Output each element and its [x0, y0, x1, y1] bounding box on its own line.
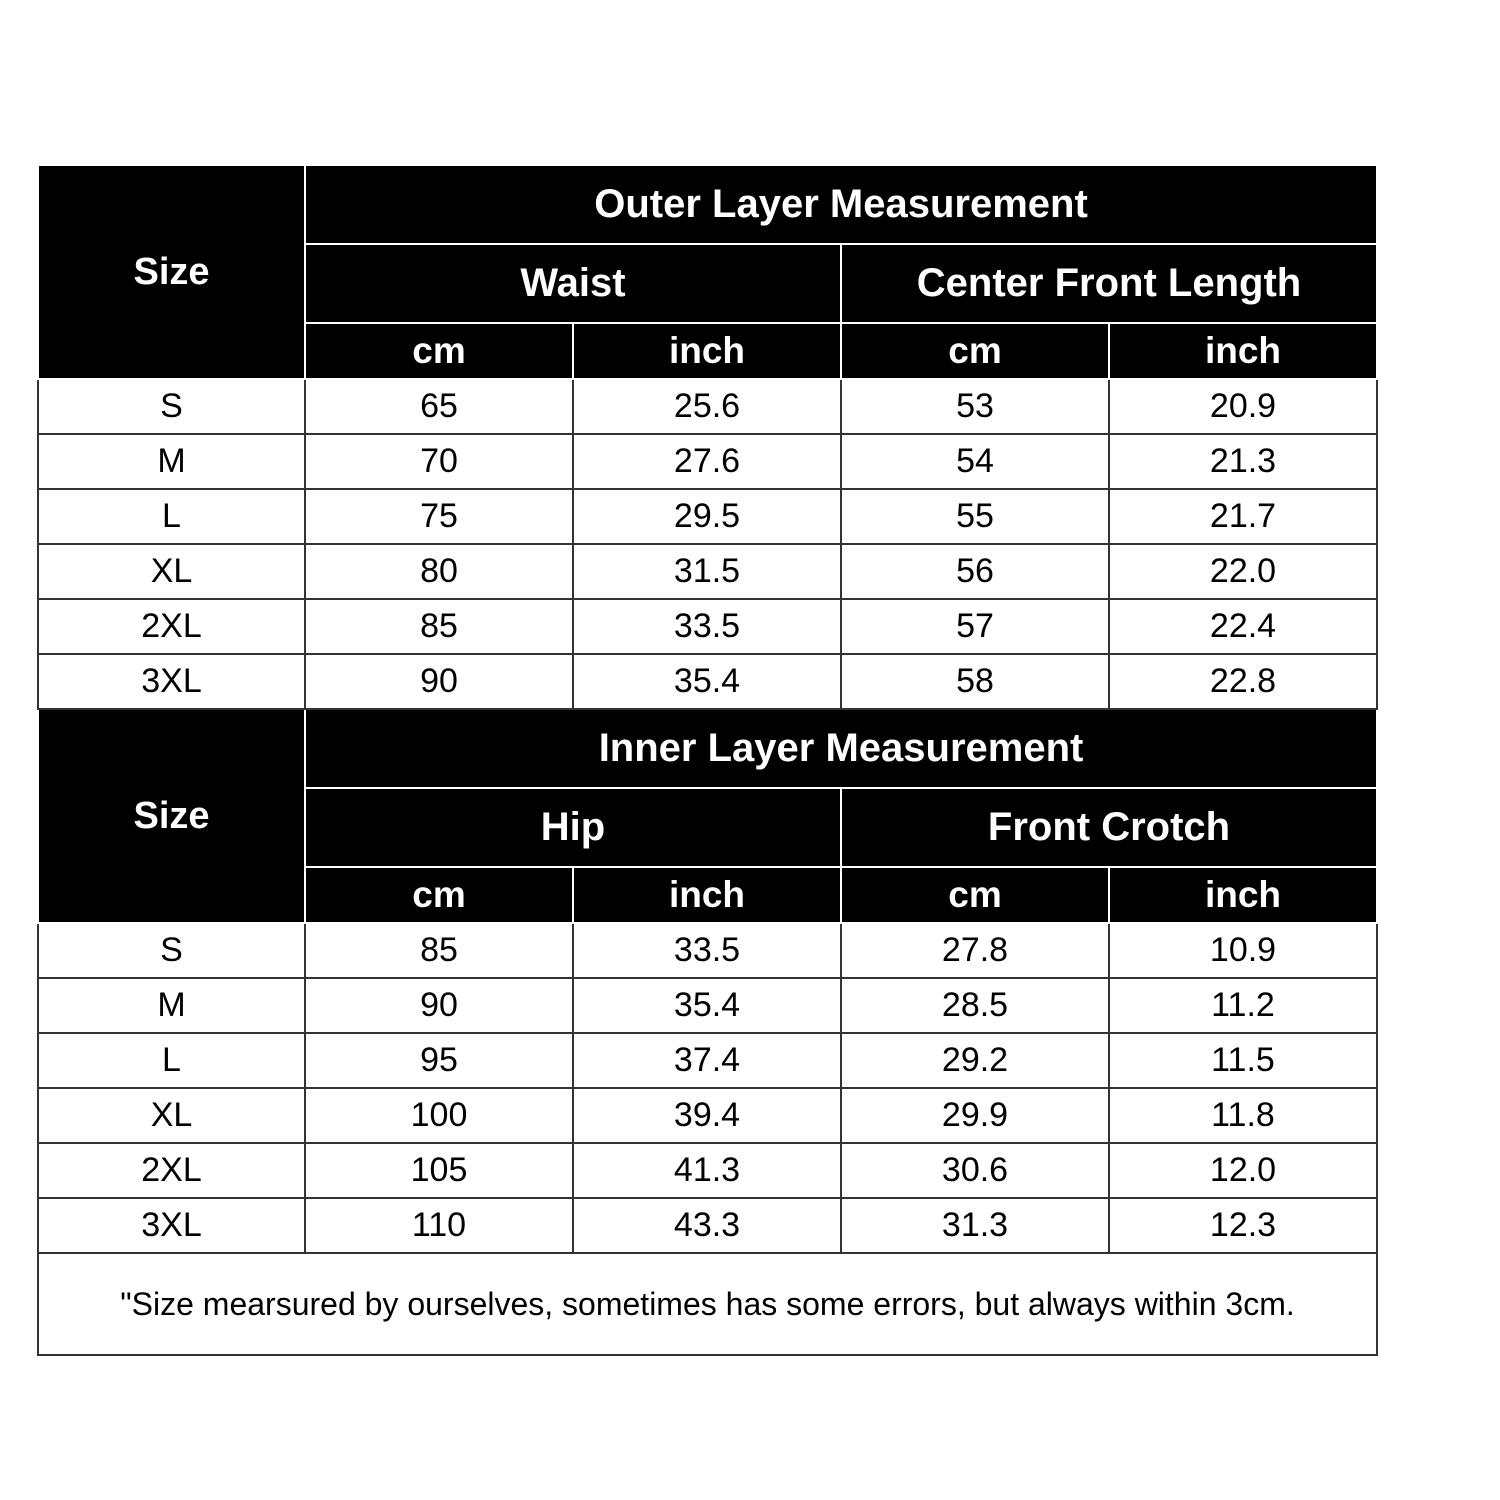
table-row: [38, 1198, 1377, 1253]
table-row: [38, 1088, 1377, 1143]
measurement-cell: 22.4: [1109, 599, 1377, 654]
hip-header: Hip: [305, 788, 841, 867]
measurement-cell: 53: [841, 379, 1109, 434]
unit-header: cm: [841, 323, 1109, 379]
size-cell: XL: [38, 1088, 305, 1143]
table-row: [38, 654, 1377, 709]
center-front-length-header: Center Front Length: [841, 244, 1377, 323]
table-row: [38, 978, 1377, 1033]
waist-header: Waist: [305, 244, 841, 323]
measurement-cell: 12.3: [1109, 1198, 1377, 1253]
unit-header: cm: [305, 867, 573, 923]
table-row: [38, 923, 1377, 978]
measurement-cell: 29.2: [841, 1033, 1109, 1088]
measurement-cell: 90: [305, 978, 573, 1033]
size-cell: 2XL: [38, 599, 305, 654]
measurement-cell: 54: [841, 434, 1109, 489]
measurement-cell: 33.5: [573, 923, 841, 978]
size-cell: 3XL: [38, 1198, 305, 1253]
measurement-cell: 29.5: [573, 489, 841, 544]
note-row: [38, 1253, 1377, 1355]
measurement-cell: 21.3: [1109, 434, 1377, 489]
size-cell: S: [38, 379, 305, 434]
measurement-cell: 12.0: [1109, 1143, 1377, 1198]
inner-layer-title: Inner Layer Measurement: [305, 709, 1377, 788]
size-cell: M: [38, 434, 305, 489]
unit-header: cm: [841, 867, 1109, 923]
measurement-cell: 57: [841, 599, 1109, 654]
measurement-cell: 29.9: [841, 1088, 1109, 1143]
measurement-cell: 90: [305, 654, 573, 709]
table-row: [38, 544, 1377, 599]
table-row: [38, 1143, 1377, 1198]
measurement-cell: 25.6: [573, 379, 841, 434]
measurement-cell: 20.9: [1109, 379, 1377, 434]
outer-layer-section: [38, 165, 1377, 709]
measurement-cell: 100: [305, 1088, 573, 1143]
measurement-cell: 85: [305, 599, 573, 654]
note-section: [38, 1253, 1377, 1355]
outer-size-header: Size: [38, 165, 305, 379]
measurement-cell: 22.8: [1109, 654, 1377, 709]
measurement-cell: 31.5: [573, 544, 841, 599]
measurement-cell: 21.7: [1109, 489, 1377, 544]
outer-layer-title: Outer Layer Measurement: [305, 165, 1377, 244]
measurement-cell: 35.4: [573, 978, 841, 1033]
measurement-cell: 39.4: [573, 1088, 841, 1143]
unit-header: inch: [1109, 323, 1377, 379]
measurement-cell: 80: [305, 544, 573, 599]
measurement-cell: 11.5: [1109, 1033, 1377, 1088]
size-cell: XL: [38, 544, 305, 599]
measurement-cell: 41.3: [573, 1143, 841, 1198]
measurement-cell: 56: [841, 544, 1109, 599]
measurement-cell: 95: [305, 1033, 573, 1088]
measurement-cell: 30.6: [841, 1143, 1109, 1198]
measurement-cell: 31.3: [841, 1198, 1109, 1253]
measurement-cell: 11.2: [1109, 978, 1377, 1033]
measurement-cell: 28.5: [841, 978, 1109, 1033]
inner-layer-section: [38, 709, 1377, 1253]
measurement-cell: 35.4: [573, 654, 841, 709]
measurement-cell: 55: [841, 489, 1109, 544]
size-cell: S: [38, 923, 305, 978]
inner-title-row: [38, 709, 1377, 788]
measurement-cell: 65: [305, 379, 573, 434]
measurement-cell: 11.8: [1109, 1088, 1377, 1143]
unit-header: inch: [1109, 867, 1377, 923]
table-row: [38, 489, 1377, 544]
measurement-cell: 58: [841, 654, 1109, 709]
measurement-cell: 33.5: [573, 599, 841, 654]
size-cell: 3XL: [38, 654, 305, 709]
measurement-cell: 22.0: [1109, 544, 1377, 599]
front-crotch-header: Front Crotch: [841, 788, 1377, 867]
measurement-cell: 10.9: [1109, 923, 1377, 978]
measurement-cell: 85: [305, 923, 573, 978]
size-chart-table: [37, 164, 1378, 1356]
inner-size-header: Size: [38, 709, 305, 923]
table-row: [38, 434, 1377, 489]
measurement-cell: 110: [305, 1198, 573, 1253]
table-row: [38, 379, 1377, 434]
measurement-cell: 43.3: [573, 1198, 841, 1253]
unit-header: inch: [573, 323, 841, 379]
unit-header: inch: [573, 867, 841, 923]
size-cell: L: [38, 489, 305, 544]
table-row: [38, 1033, 1377, 1088]
measurement-cell: 27.6: [573, 434, 841, 489]
size-cell: 2XL: [38, 1143, 305, 1198]
measurement-cell: 37.4: [573, 1033, 841, 1088]
measurement-cell: 70: [305, 434, 573, 489]
unit-header: cm: [305, 323, 573, 379]
measurement-cell: 27.8: [841, 923, 1109, 978]
size-cell: M: [38, 978, 305, 1033]
table-row: [38, 599, 1377, 654]
size-cell: L: [38, 1033, 305, 1088]
measurement-note: "Size mearsured by ourselves, sometimes has some errors, but always within 3cm.: [38, 1253, 1377, 1355]
outer-title-row: [38, 165, 1377, 244]
measurement-cell: 75: [305, 489, 573, 544]
measurement-cell: 105: [305, 1143, 573, 1198]
